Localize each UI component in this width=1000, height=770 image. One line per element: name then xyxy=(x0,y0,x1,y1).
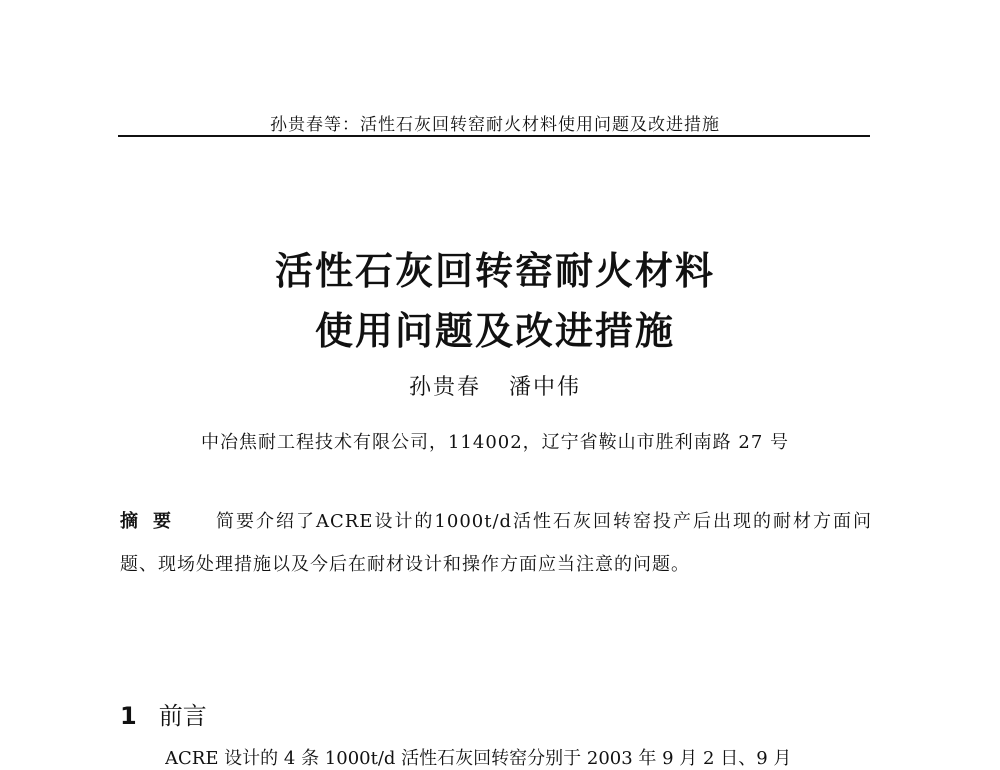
affiliation: 中冶焦耐工程技术有限公司，114002，辽宁省鞍山市胜利南路 27 号 xyxy=(200,432,790,453)
section-number: 1 xyxy=(120,702,137,730)
author-list xyxy=(0,370,990,401)
section-heading xyxy=(120,696,207,731)
author-name: 孙贵春 xyxy=(408,375,481,400)
body-text: ACRE 设计的 4 条 1000t/d 活性石灰回转窑分别于 2003 年 9 月 2 日、9 月 xyxy=(165,748,792,769)
abstract-label: 摘要 xyxy=(120,511,186,532)
author-name: 潘中伟 xyxy=(509,375,582,400)
abstract-text: 简要介绍了ACRE设计的1000t/d活性石灰回转窑投产后出现的耐材方面问题、现场处理措施以及今后在耐材设计和操作方面应当注意的问题。 xyxy=(120,511,873,575)
running-head: 孙贵春等：活性石灰回转窑耐火材料使用问题及改进措施 xyxy=(270,115,720,135)
abstract xyxy=(120,500,872,586)
paper-title-line-2: 使用问题及改进措施 xyxy=(314,308,675,353)
paper-title-line-1: 活性石灰回转窑耐火材料 xyxy=(274,248,715,293)
section-title: 前言 xyxy=(158,702,207,730)
header-rule xyxy=(118,135,870,137)
